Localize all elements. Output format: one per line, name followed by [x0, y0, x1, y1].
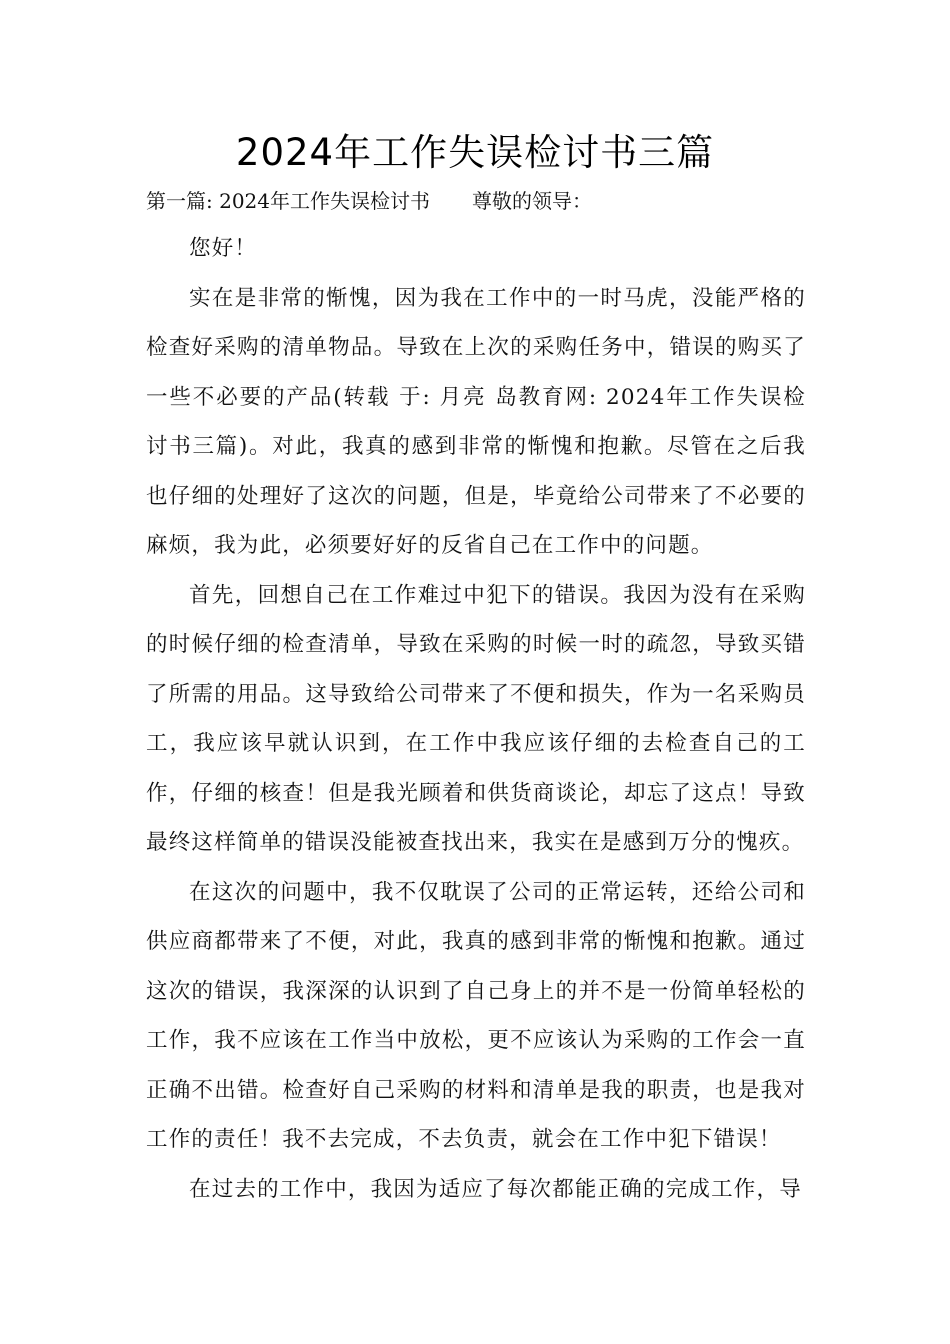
greeting: 您好！ [189, 236, 258, 261]
paragraph-1: 实在是非常的惭愧，因为我在工作中的一时马虎，没能严格的检查好采购的清单物品。导致在上次的采购任务中，错误的购买了一些不必要的产品(转载 于: 月亮 岛教育网: 2024年工作失误检讨书三篇)。对此，我真的感到非常的惭愧和抱歉。尽管在之后我也仔细的处理好了这次的问题，但是，毕竟给公司带来了不必要的麻烦，我为此，必须要好好的反省自己在工作中的问题。 [146, 285, 806, 558]
salutation: 尊敬的领导： [472, 189, 592, 213]
paragraph-2: 首先，回想自己在工作难过中犯下的错误。我因为没有在采购的时候仔细的检查清单，导致在采购的时候一时的疏忽，导致买错了所需的用品。这导致给公司带来了不便和损失，作为一名采购员工，我应该早就认识到，在工作中我应该仔细的去检查自己的工作，仔细的核查！但是我光顾着和供货商谈论，却忘了这点！导致最终这样简单的错误没能被查找出来，我实在是感到万分的愧疚。 [146, 582, 806, 855]
paragraph-3: 在这次的问题中，我不仅耽误了公司的正常运转，还给公司和供应商都带来了不便，对此，我真的感到非常的惭愧和抱歉。通过这次的错误，我深深的认识到了自己身上的并不是一份简单轻松的工作，我不应该在工作当中放松，更不应该认为采购的工作会一直正确不出错。检查好自己采购的材料和清单是我的职责，也是我对工作的责任！我不去完成，不去负责，就会在工作中犯下错误！ [146, 879, 806, 1152]
paragraph-4: 在过去的工作中，我因为适应了每次都能正确的完成工作，导 [189, 1176, 802, 1202]
section-heading-line [146, 184, 846, 218]
document-title: 2024年工作失误检讨书三篇 [235, 131, 715, 174]
section-heading: 第一篇: 2024年工作失误检讨书 [146, 189, 430, 213]
document-body [146, 224, 806, 1214]
